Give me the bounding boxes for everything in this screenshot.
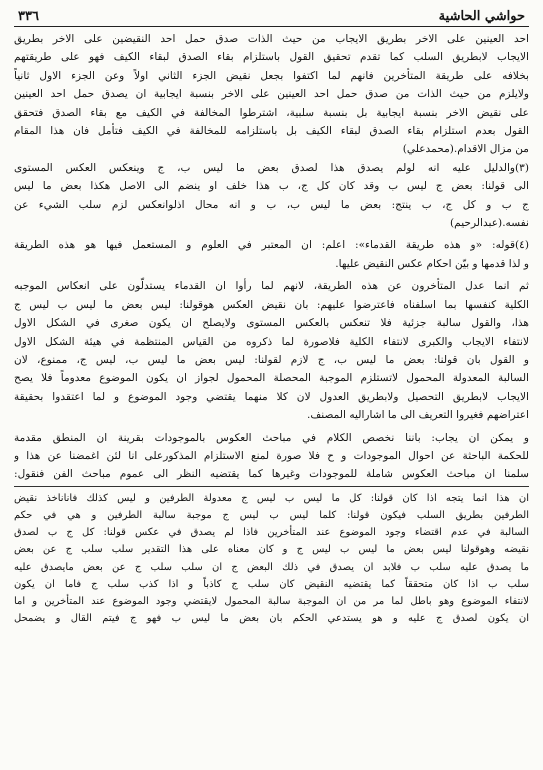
text-line: القول بعدم استلزام بقاء الصدق لبقاء الكيف بل باستلزامه للمخالفة في الكيف فتأمل فان هذا المقام [14,125,529,138]
text-line: هذا، والقول سالبة جزئية فلا تنعكس بالعكس المستوى ولايصلح ان يكون صغرى في الشكل الاول [14,317,529,330]
page-number: ٣٣٦ [18,9,39,24]
text-line: بخلافه على طريقة المتأخرين فانهم لما اكتفوا بجعل نقيض الجزء الثاني اولاً وعن الجزء الاول ثانياً [14,69,529,82]
text-line: الى قولنا: بعض ج ليس ب وقد كان كل ج، ب هذا خلف او ينضم الى الاصل هكذا بعض ما ليس [14,180,529,193]
text-line: لانتفاء الموضوع وهو باطل لما مر من ان الموجبة سالبة المحمول لايقتضي وجود الموضوع عند المتأخرين و اما [14,595,529,607]
text-line: ج ب و كل ج، ب ينتج: بعض ما ليس ب، ب و انه محال اذلوانعكس لزم سلب الشيء عن [14,198,529,211]
text-line: ما يصدق عليه سلب ب فلابد ان يصدق في ذلك البعض ج ان سلب سلب ج عن بعض مايصدق عليه [14,561,529,573]
text-line: و القول بان قولنا: بعض ما ليس ب، ج لازم لقولنا: ليس بعض ما ليس ب، ليس ج، ممنوع، لان [14,353,529,366]
paragraph-block-3 [14,236,529,273]
text-line: و يمكن ان يجاب: باننا نخصص الكلام في مباحث العكوس بالموجودات بقرينة ان المنطق مقدمة [14,431,529,444]
footnote-block [14,490,529,628]
text-line: نفسه.(عبدالرحيم) [450,217,529,230]
paragraph-block-4 [14,277,529,424]
text-line: الايجاب لابطريق التحصيل ولابطريق العدول لان كلا منهما يقتضي وجود الموضوع و لما اعتقدوا بحقيقة [14,390,529,403]
text-line: و لذا قدمها و بيّن احكام عكس النقيض عليها. [335,257,529,270]
text-line: ولايلزم من حيث الذات من صدق حمل احد العينين على الاخر بنسبة ايجابية ان يصدق حمل احد العينين [14,88,529,101]
text-line: ثم انما عدل المتأخرون عن هذه الطريقة، لانهم لما رأوا ان القدماء يستدلّون على انعكاس الموجبه [14,280,529,293]
paragraph-block-5 [14,429,529,484]
paragraph-block-1 [14,30,529,159]
text-line: السالبة في عدم اقتضاء وجود الموضوع عند المتأخرين فاذا لم يصدق في عكس قولنا: كل ج ب لصدق [14,527,529,539]
footnote-rule [14,486,529,487]
commentary-body [14,30,529,627]
text-line: على نقيض الاخر بنسبة ايجابية بل بنسبة سلبية، اشترطوا المخالفة في الكيف مع بقاء الصدق فتحقق [14,106,529,119]
header-rule [14,26,529,27]
text-line: اعتراضهم فغيروا التعريف الى ما اشاراليه المصنف. [306,409,529,422]
text-line: (٤)قوله: «و هذه طريقة القدماء»: اعلم: ان المعتبر في العلوم و المستعمل فيها هو هذه الطريقة [14,239,529,252]
text-line: احد العينين على الاخر بطريق الايجاب من حيث الذات صدق حمل احد النقيضين على الاخر بطريق [14,33,529,45]
running-header [14,9,529,26]
text-line: سلب ب اذا كان متحققاً كما يقتضيه النقيض كان سلب ج كاذباً و اذا كذب سلب ج فاما ان يكون [14,578,529,590]
text-line: للحكمة الباحثة عن احوال الموجودات و ح فلا صورة لمنع الاستلزام المذكورعلى انا لئن اغمضنا عن هذا و [14,449,529,462]
text-line: نقيضه وهوقولنا ليس بعض ما ليس ب ليس ج و كان معناه على هذا التقدير سلب سلب ج عن بعض [14,544,529,556]
text-line: ان هذا انما يتجه اذا كان قولنا: كل ما ليس ب ليس ج معدولة الطرفين و ليس كذلك فاناناخذ نقيض [14,492,529,504]
text-line: من مزال الاقدام.(محمدعلي) [402,143,529,156]
text-line: الكلية كنفسها بما اسلفناه فاعترضوا عليهم: بان نقيض العكس هوقولنا: ليس بعض ما ليس ب ليس ج [14,298,529,311]
text-line: سلمنا ان مباحث العكوس شاملة للموجودات وغيرها كما يقتضيه النظر الى عموم مباحث الفن فنقول: [14,468,529,481]
text-line: الايجاب لابطريق السلب كما تقدم تحقيق القول باستلزام بقاء الصدق لبقاء الكيف فهو على طريقتهم [14,51,529,64]
text-line: ان يكون لصدق ج عليه و هو يستدعي الحكم بان بعض ما ليس ب فهو ج فيتم القال و يضمحل [14,613,529,625]
header-title: حواشي الحاشية [438,9,525,24]
text-line: السالبة المعدولة المحمول لاتستلزم الموجبة المحصلة المحمول لجواز ان يكون الموضوع معدوماً فلا يصح [14,372,529,385]
text-line: الطرفين بطريق السلب فيكون قولنا: كلما ليس ب ليس ج موجبة سالبة الطرفين و هي في حكم [14,509,529,521]
text-line: لانتفاء الايجاب والكبرى لانتفاء الكلية فلاصورة لما ذكروه من القياس المنتظمة في هيئة الشكل الاول [14,335,529,348]
text-line: (٣)والدليل عليه انه لولم يصدق هذا لصدق بعض ما ليس ب، ج وينعكس العكس المستوى [14,161,529,174]
paragraph-block-2 [14,159,529,233]
